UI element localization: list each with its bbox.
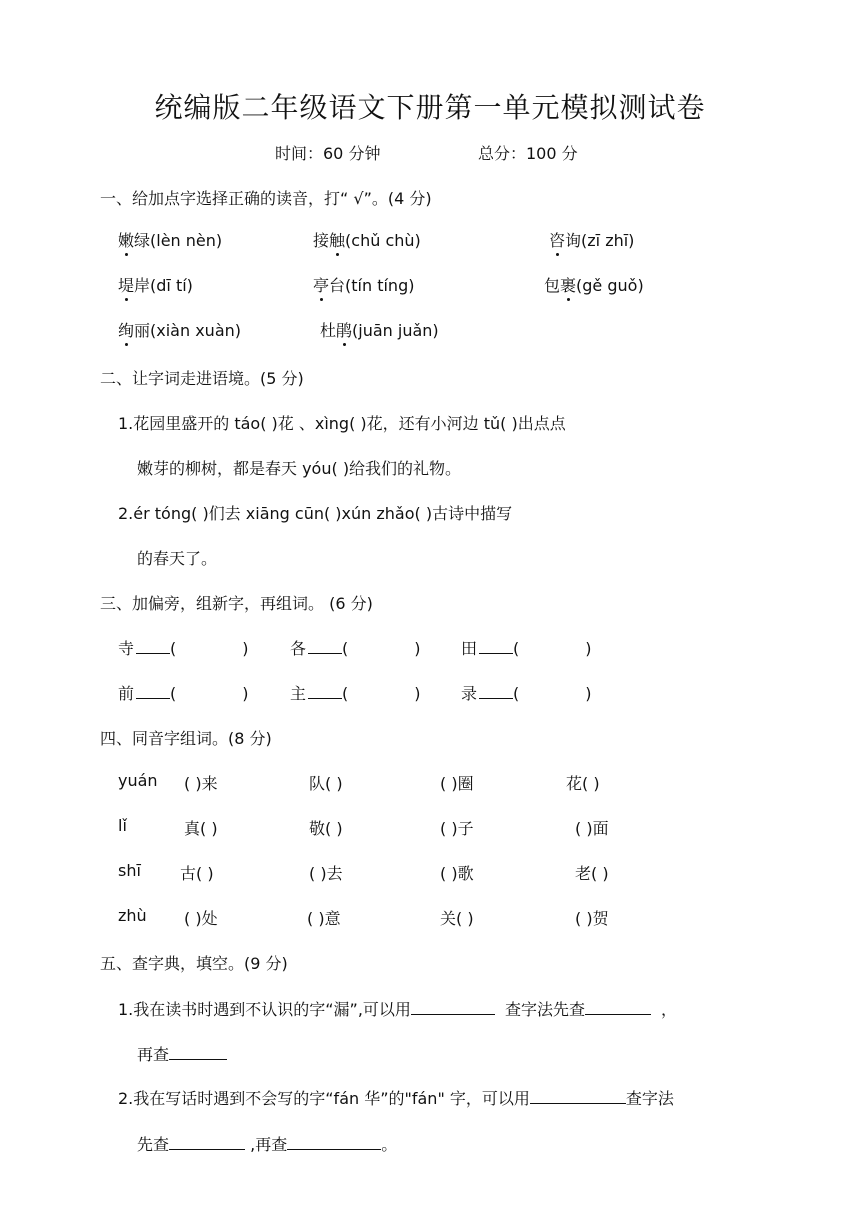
homophone-pinyin: zhù xyxy=(118,906,147,925)
radical-item: 主 ( ) xyxy=(290,684,421,703)
question-text: 1.花园里盛开的 táo( )花 、xìng( )花，还有小河边 tǔ( )出点点 xyxy=(118,414,566,433)
homophone-cell: 古( ) xyxy=(180,864,214,883)
pinyin-choice-item: 接触(chǔ chù) xyxy=(313,228,421,251)
homophone-cell: 敬( ) xyxy=(309,819,343,838)
homophone-cell: ( )圈 xyxy=(440,774,474,793)
question-text: 嫩芽的柳树，都是春天 yóu( )给我们的礼物。 xyxy=(137,459,462,478)
homophone-cell: ( )来 xyxy=(184,774,218,793)
pinyin-choice-item: 堤岸(dī tí) xyxy=(118,273,193,296)
radical-item: 前 ( ) xyxy=(118,684,249,703)
radical-item: 录 ( ) xyxy=(461,684,592,703)
pinyin-choice-item: 杜鹃(juān juǎn) xyxy=(320,318,439,341)
dictionary-question-1: 1.我在读书时遇到不认识的字“漏”,可以用 查字法先查 ， xyxy=(118,1000,677,1019)
homophone-cell: 老( ) xyxy=(575,864,609,883)
radical-item: 各 ( ) xyxy=(290,639,421,658)
homophone-cell: 真( ) xyxy=(184,819,218,838)
pinyin-choice-item: 包裹(gě guǒ) xyxy=(544,273,644,296)
homophone-cell: 关( ) xyxy=(440,909,474,928)
homophone-cell: ( )子 xyxy=(440,819,474,838)
question-text: 2.ér tóng( )们去 xiāng cūn( )xún zhǎo( )古诗中描写 xyxy=(118,504,513,523)
homophone-cell: ( )处 xyxy=(184,909,218,928)
pinyin-choice-item: 亭台(tín tíng) xyxy=(313,273,414,296)
section-4-heading: 四、同音字组词。(8 分) xyxy=(100,729,272,748)
homophone-pinyin: yuán xyxy=(118,771,158,790)
exam-total-score: 总分：100 分 xyxy=(478,144,578,163)
homophone-cell: ( )去 xyxy=(309,864,343,883)
pinyin-choice-item: 咨询(zī zhī) xyxy=(549,228,634,251)
homophone-pinyin: lǐ xyxy=(118,816,127,835)
dictionary-question-2-cont: 先查 ,再查 。 xyxy=(137,1135,398,1154)
page-title: 统编版二年级语文下册第一单元模拟测试卷 xyxy=(154,91,706,124)
pinyin-choice-item: 嫩绿(lèn nèn) xyxy=(118,228,222,251)
homophone-cell: ( )面 xyxy=(575,819,609,838)
homophone-cell: ( )意 xyxy=(307,909,341,928)
dictionary-question-2: 2.我在写话时遇到不会写的字“fán 华”的"fán" 字，可以用 查字法 xyxy=(118,1089,674,1108)
pinyin-choice-item: 绚丽(xiàn xuàn) xyxy=(118,318,241,341)
homophone-cell: 队( ) xyxy=(309,774,343,793)
section-3-heading: 三、加偏旁，组新字，再组词。 (6 分) xyxy=(100,594,373,613)
homophone-cell: 花( ) xyxy=(566,774,600,793)
section-1-heading: 一、给加点字选择正确的读音，打“ √”。(4 分) xyxy=(100,189,432,208)
section-2-heading: 二、让字词走进语境。(5 分) xyxy=(100,369,304,388)
question-text: 的春天了。 xyxy=(137,549,218,568)
homophone-cell: ( )贺 xyxy=(575,909,609,928)
radical-item: 田 ( ) xyxy=(461,639,592,658)
section-5-heading: 五、查字典，填空。(9 分) xyxy=(100,954,288,973)
exam-time: 时间：60 分钟 xyxy=(275,144,381,163)
homophone-cell: ( )歌 xyxy=(440,864,474,883)
radical-item: 寺 ( ) xyxy=(118,639,249,658)
homophone-pinyin: shī xyxy=(118,861,141,880)
dictionary-question-1-cont: 再查 xyxy=(137,1042,227,1065)
